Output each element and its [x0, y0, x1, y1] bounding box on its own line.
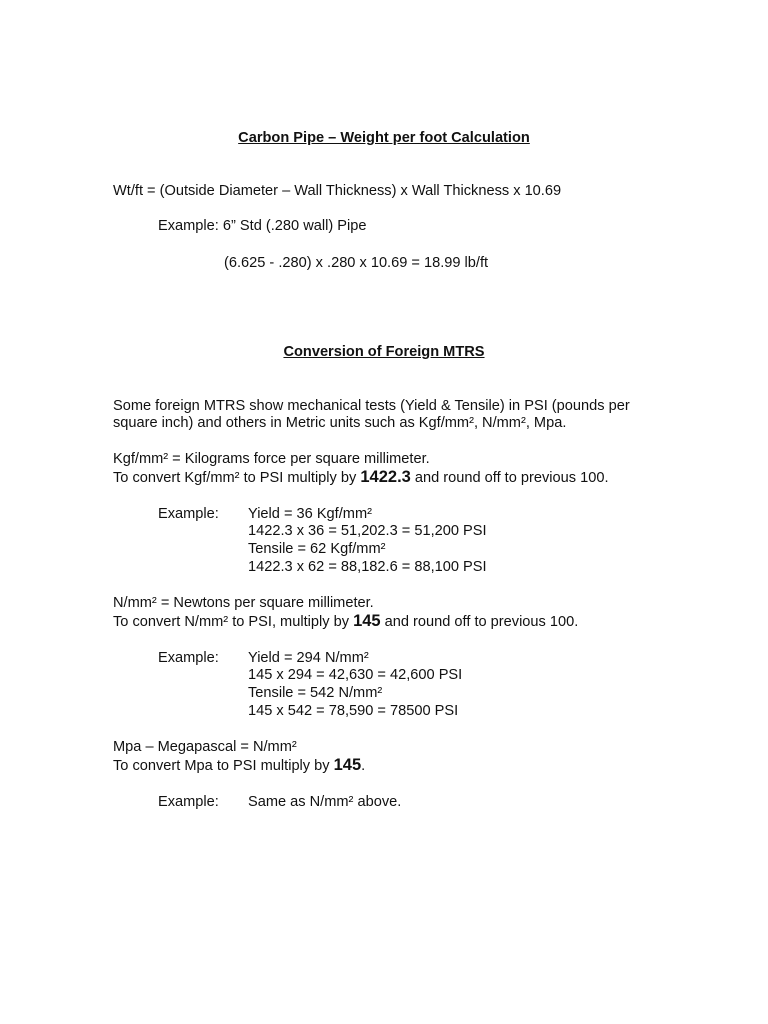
- nmm-example-line: 145 x 294 = 42,630 = 42,600 PSI: [248, 667, 463, 683]
- kgf-example-label: Example:: [158, 506, 219, 522]
- mpa-convert-instruction: [113, 756, 365, 775]
- nmm-convert-instruction: [113, 612, 578, 631]
- nmm-example-label: Example:: [158, 650, 219, 666]
- kgf-convert-instruction: [113, 468, 609, 487]
- kgf-factor: 1422.3: [360, 468, 411, 486]
- mpa-example-label: Example:: [158, 794, 219, 810]
- mpa-convert-post: .: [361, 758, 366, 774]
- mpa-factor: 145: [333, 756, 362, 774]
- nmm-convert-pre: To convert N/mm² to PSI, multiply by: [113, 614, 354, 630]
- nmm-convert-post: and round off to previous 100.: [380, 614, 579, 630]
- weight-formula: Wt/ft = (Outside Diameter – Wall Thickness) x Wall Thickness x 10.69: [113, 183, 562, 199]
- nmm-example-line: Tensile = 542 N/mm²: [248, 685, 383, 701]
- weight-example-calc: (6.625 - .280) x .280 x 10.69 = 18.99 lb/ft: [224, 255, 489, 271]
- conversion-title: Conversion of Foreign MTRS: [283, 344, 485, 360]
- kgf-example-line: 1422.3 x 36 = 51,202.3 = 51,200 PSI: [248, 523, 487, 539]
- nmm-factor: 145: [353, 612, 381, 630]
- mpa-example-text: Same as N/mm² above.: [248, 794, 402, 810]
- kgf-definition: Kgf/mm² = Kilograms force per square millimeter.: [113, 451, 430, 467]
- nmm-example-line: 145 x 542 = 78,590 = 78500 PSI: [248, 703, 459, 719]
- kgf-example-line: Yield = 36 Kgf/mm²: [248, 506, 372, 522]
- kgf-example-line: Tensile = 62 Kgf/mm²: [248, 541, 386, 557]
- kgf-convert-pre: To convert Kgf/mm² to PSI multiply by: [113, 470, 361, 486]
- mpa-convert-pre: To convert Mpa to PSI multiply by: [113, 758, 334, 774]
- intro-line-1: Some foreign MTRS show mechanical tests (Yield & Tensile) in PSI (pounds per: [113, 398, 630, 414]
- nmm-example-line: Yield = 294 N/mm²: [248, 650, 369, 666]
- kgf-convert-post: and round off to previous 100.: [410, 470, 609, 486]
- intro-line-2: square inch) and others in Metric units such as Kgf/mm², N/mm², Mpa.: [113, 415, 567, 431]
- mpa-definition: Mpa – Megapascal = N/mm²: [113, 739, 297, 755]
- nmm-definition: N/mm² = Newtons per square millimeter.: [113, 595, 374, 611]
- weight-calc-title: Carbon Pipe – Weight per foot Calculation: [238, 130, 530, 146]
- weight-example-line: Example: 6” Std (.280 wall) Pipe: [158, 218, 367, 234]
- kgf-example-line: 1422.3 x 62 = 88,182.6 = 88,100 PSI: [248, 559, 487, 575]
